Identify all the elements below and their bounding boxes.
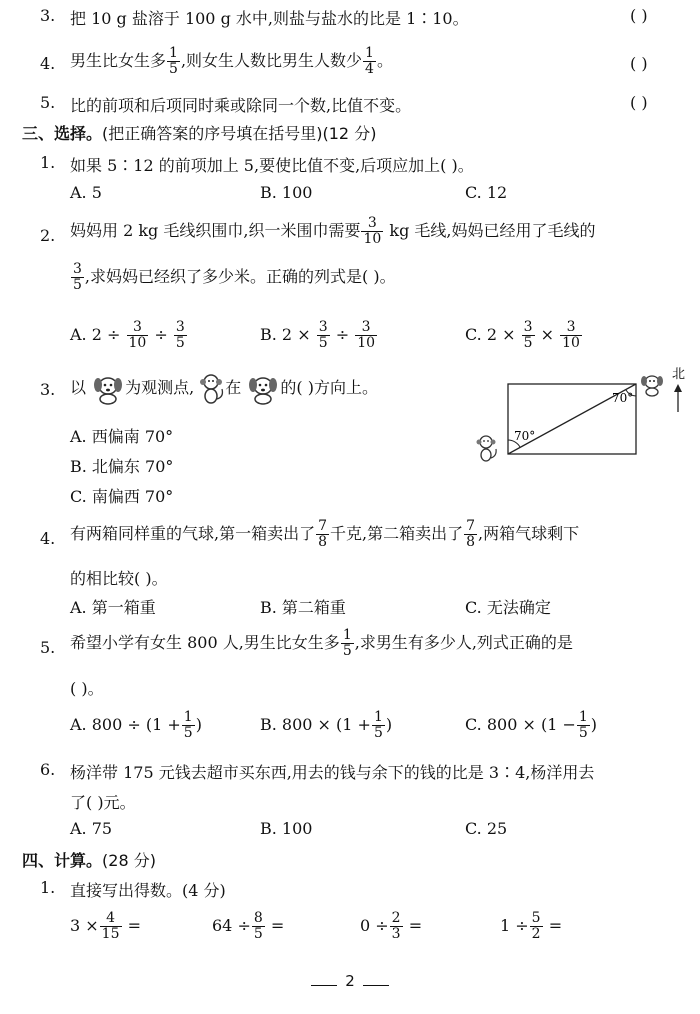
- q2-line1: 妈妈用 2 kg 毛线织围巾,织一米围巾需要 $\frac{3}{10}$ kg 毛线,妈妈已经用了毛线的: [70, 215, 596, 247]
- north-arrow: [672, 367, 685, 412]
- q6-option-a[interactable]: A. 75: [70, 819, 113, 838]
- q1-number: 1.: [40, 153, 56, 172]
- q5-option-c[interactable]: C. 800 × (1 − $\frac{1}{5}$ ): [465, 709, 598, 741]
- q5-number: 5.: [40, 638, 56, 657]
- q1-option-a[interactable]: A. 5: [70, 183, 102, 202]
- page-number-value: 2: [345, 972, 355, 990]
- judge-item-3: [0, 6, 700, 36]
- section-note: (把正确答案的序号填在括号里)(12 分): [102, 124, 377, 143]
- q2-option-b[interactable]: B. 2 × $\frac{3}{5}$ ÷ $\frac{3}{10}$: [260, 319, 376, 351]
- dog-icon: [641, 376, 663, 396]
- fraction: $\frac{1}{5}$: [169, 45, 178, 77]
- item-text: 男生比女生多: [70, 51, 167, 70]
- item-text: ,则女生人数比男生人数少: [180, 51, 363, 70]
- q2-number: 2.: [40, 226, 56, 245]
- q2-option-a[interactable]: A. 2 ÷ $\frac{3}{10}$ ÷ $\frac{3}{5}$: [70, 319, 185, 351]
- section-title: 三、选择。: [22, 124, 103, 143]
- page-number: [0, 972, 700, 990]
- q4-option-a[interactable]: A. 第一箱重: [70, 598, 156, 617]
- item-text: 。: [376, 51, 393, 70]
- angle-label-top: 70°: [612, 391, 634, 405]
- monkey-icon: [477, 436, 497, 461]
- q6-line1: 杨洋带 175 元钱去超市买东西,用去的钱与余下的钱的比是 3∶4,杨洋用去: [70, 763, 595, 782]
- q3-number: 3.: [40, 380, 56, 399]
- fraction: $\frac{1}{4}$: [365, 45, 374, 77]
- fraction: $\frac{3}{10}$: [363, 215, 382, 247]
- judge-item-4: [0, 46, 700, 76]
- q1-option-c[interactable]: C. 12: [465, 183, 508, 202]
- section-4-heading: [22, 848, 156, 871]
- q4-line2: 的相比较( )。: [70, 569, 168, 588]
- section-title: 四、计算。: [22, 851, 103, 870]
- q3-option-a[interactable]: A. 西偏南 70°: [70, 427, 174, 446]
- calc-expr-2[interactable]: 64 ÷ $\frac{8}{5}$ =: [212, 910, 285, 942]
- q2-line2: $\frac{3}{5}$ ,求妈妈已经织了多少米。正确的列式是( )。: [73, 261, 396, 293]
- angle-label-bottom: 70°: [514, 429, 536, 443]
- direction-diagram: [468, 364, 692, 478]
- q4-option-c[interactable]: C. 无法确定: [465, 598, 551, 617]
- dog-icon: [246, 373, 280, 405]
- q5-line1: 希望小学有女生 800 人,男生比女生多 $\frac{1}{5}$ ,求男生有多少人,列式正确的是: [70, 627, 573, 659]
- fraction: $\frac{7}{8}$: [466, 518, 476, 550]
- calc-expr-3[interactable]: 0 ÷ $\frac{2}{3}$ =: [360, 910, 423, 942]
- dog-icon: [91, 373, 125, 405]
- q6-number: 6.: [40, 760, 56, 779]
- q6-option-c[interactable]: C. 25: [465, 819, 508, 838]
- item-number: 3.: [40, 6, 56, 25]
- calc-instruction: 直接写出得数。(4 分): [70, 881, 226, 900]
- q3-text: 以 为观测点, 在 的( )方向上。: [70, 372, 378, 405]
- q3-option-c[interactable]: C. 南偏西 70°: [70, 487, 174, 506]
- q5-option-b[interactable]: B. 800 × (1 + $\frac{1}{5}$ ): [260, 709, 393, 741]
- q5-option-a[interactable]: A. 800 ÷ (1 + $\frac{1}{5}$ ): [70, 709, 202, 741]
- answer-blank[interactable]: ( ): [630, 6, 648, 25]
- fraction: $\frac{7}{8}$: [318, 518, 328, 550]
- answer-blank[interactable]: ( ): [630, 93, 648, 112]
- item-number: 5.: [40, 93, 56, 112]
- q3-option-b[interactable]: B. 北偏东 70°: [70, 457, 174, 476]
- q6-line2: 了( )元。: [70, 793, 136, 812]
- q4-number: 4.: [40, 529, 56, 548]
- q5-line2: ( )。: [70, 679, 104, 698]
- calc-number: 1.: [40, 878, 56, 897]
- north-label: 北: [672, 367, 686, 382]
- calc-expr-1[interactable]: 3 × $\frac{4}{15}$ =: [70, 910, 141, 942]
- answer-blank[interactable]: ( ): [630, 54, 648, 73]
- q1-option-b[interactable]: B. 100: [260, 183, 313, 202]
- item-text: 把 10 g 盐溶于 100 g 水中,则盐与盐水的比是 1∶10。: [70, 9, 469, 28]
- monkey-icon: [199, 373, 225, 405]
- q2-option-c[interactable]: C. 2 × $\frac{3}{5}$ × $\frac{3}{10}$: [465, 319, 580, 351]
- item-number: 4.: [40, 54, 56, 73]
- section-note: (28 分): [102, 851, 156, 870]
- q6-option-b[interactable]: B. 100: [260, 819, 313, 838]
- item-text: 比的前项和后项同时乘或除同一个数,比值不变。: [70, 96, 412, 115]
- q4-option-b[interactable]: B. 第二箱重: [260, 598, 346, 617]
- judge-item-5: [0, 93, 700, 123]
- fraction: $\frac{1}{5}$: [342, 627, 352, 659]
- q4-line1: 有两箱同样重的气球,第一箱卖出了 $\frac{7}{8}$ 千克,第二箱卖出了 $\frac{7}{8}$ ,两箱气球剩下: [70, 518, 580, 550]
- q1-text: 如果 5∶12 的前项加上 5,要使比值不变,后项应加上( )。: [70, 156, 474, 175]
- section-3-heading: [22, 121, 376, 144]
- calc-expr-4[interactable]: 1 ÷ $\frac{5}{2}$ =: [500, 910, 563, 942]
- fraction: $\frac{3}{5}$: [73, 261, 82, 293]
